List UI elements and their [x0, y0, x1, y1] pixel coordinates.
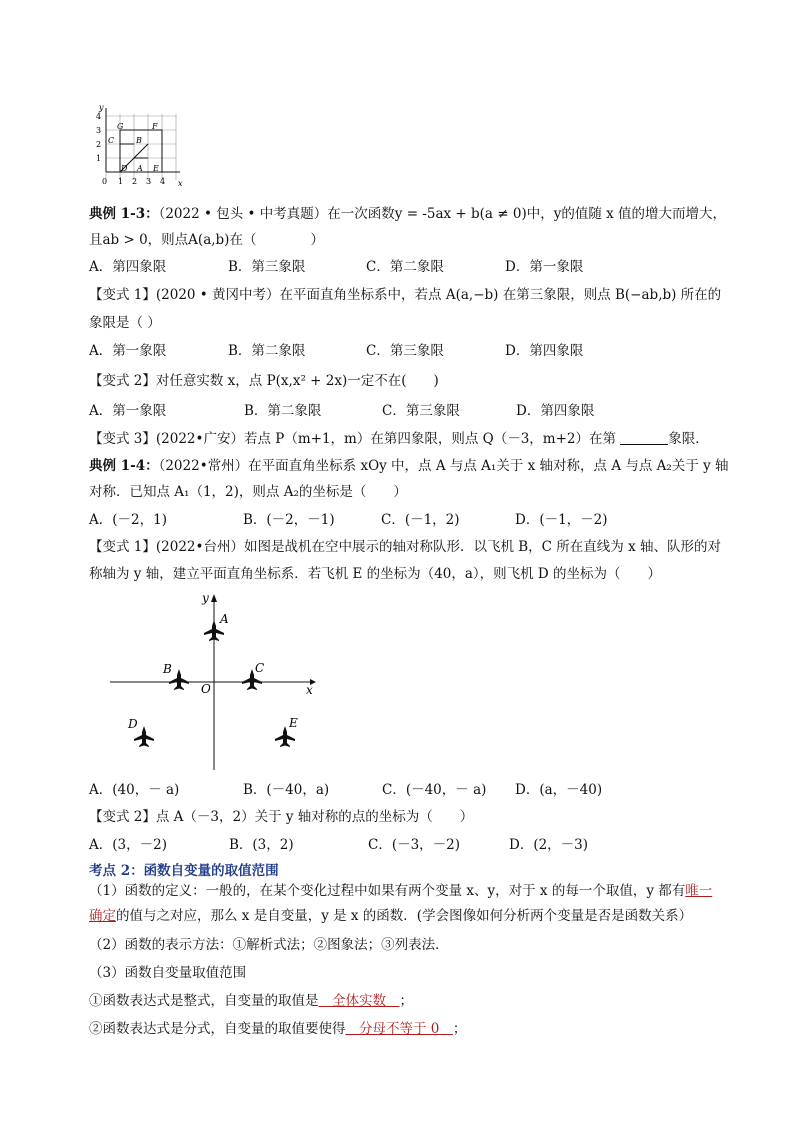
plane-formation-figure [100, 590, 330, 775]
ex14-text1: （2022•常州）在平面直角坐标系 xOy 中，点 A 与点 A₁关于 x 轴对称，点 A 与点 A₂关于 y 轴 [158, 458, 729, 474]
grid-point-label: E [153, 164, 159, 173]
kd2-rule2 [89, 1020, 466, 1038]
v1-option-a: A．第一象限 [89, 343, 167, 359]
kd2-r2-fill: 分母不等于 0 [345, 1021, 453, 1037]
grid-y-tick: 4 [96, 112, 102, 121]
v14-1-text2: 称轴为 y 轴，建立平面直角坐标系．若飞机 E 的坐标为（40，a），则飞机 D 的坐标为（ ） [89, 566, 662, 582]
kd2-r2-b: ； [452, 1021, 467, 1037]
ex13-line1 [89, 205, 726, 223]
v3-text-after: 象限． [668, 431, 709, 447]
grid-x-tick: 4 [160, 177, 166, 186]
kd2-p3: （3）函数自变量取值范围 [89, 965, 247, 981]
v14-2-option-d: D．(2，－3) [509, 837, 589, 853]
v3-line [89, 430, 709, 448]
ex13-label: 典例 1-3： [89, 206, 159, 222]
grid-point-label: C [108, 136, 115, 145]
kd2-rule1 [89, 992, 413, 1010]
plane-label-c: C [255, 661, 265, 675]
plane-label-d: D [128, 717, 138, 731]
origin-label: O [201, 682, 211, 696]
kd2-p1-red2: 确定 [89, 908, 116, 924]
v2-option-b: B．第二象限 [244, 403, 322, 419]
grid-point-label: D [121, 164, 128, 173]
kd2-p1-line1 [89, 882, 712, 900]
ex13-option-d: D．第一象限 [505, 259, 584, 275]
plane-label-e: E [289, 716, 298, 730]
grid-figure [88, 100, 188, 190]
grid-point-label: F [152, 122, 158, 131]
v14-2-option-c: C．(－3，－2) [368, 837, 461, 853]
kd2-p1-b: 的值与之对应，那么 x 是自变量，y 是 x 的函数．(学会图像如何分析两个变量是否是函数关系） [116, 908, 693, 924]
ex14-line1 [89, 457, 729, 475]
grid-y-label: y [99, 103, 104, 112]
kd2-r2-a: ②函数表达式是分式，自变量的取值要使得 [89, 1021, 346, 1037]
ex13-option-a: A．第四象限 [89, 259, 167, 275]
kd2-p2: （2）函数的表示方法：①解析式法；②图象法；③列表法． [89, 937, 449, 953]
ex14-option-d: D．(－1，－2) [515, 512, 608, 528]
grid-x-label: x [178, 179, 183, 188]
v14-1-option-b: B．(－40，a) [243, 782, 330, 798]
ex14-option-a: A．(－2，1) [89, 512, 167, 528]
v14-1-option-c: C．(－40，－ a) [382, 782, 487, 798]
kd2-r1-b: ； [399, 993, 413, 1009]
v2-option-d: D．第四象限 [516, 403, 595, 419]
v14-1-option-d: D．(a，－40) [515, 782, 603, 798]
ex14-option-c: C．(－1，2) [381, 512, 460, 528]
v14-1-text1: 【变式 1】(2022•台州）如图是战机在空中展示的轴对称队形．以飞机 B，C 所在直线为 x 轴、队形的对 [89, 539, 721, 555]
grid-point-label: B [136, 136, 142, 145]
grid-x-tick: 3 [146, 177, 152, 186]
kd2-p1-line2 [89, 907, 692, 925]
plane-icon-b [169, 669, 189, 690]
plane-label-a: A [220, 612, 229, 626]
v2-text: 【变式 2】对任意实数 x，点 P(x,x² + 2x)一定不在( ) [89, 373, 439, 389]
v1-text1: 【变式 1】(2020 • 黄冈中考）在平面直角坐标系中，若点 A(a,−b) 在第三象限，则点 B(−ab,b) 所在的 [89, 287, 722, 303]
v14-2-option-a: A．(3，－2) [89, 837, 167, 853]
grid-x-tick: 0 [102, 177, 108, 186]
ex13-text2: 且ab > 0，则点A(a,b)在（ ） [89, 232, 324, 248]
grid-point-label: G [117, 122, 124, 131]
kd2-p1-a: （1）函数的定义：一般的，在某个变化过程中如果有两个变量 x、y，对于 x 的每一个取值，y 都有 [89, 883, 686, 899]
v1-option-c: C．第三象限 [366, 343, 444, 359]
v1-option-d: D．第四象限 [505, 343, 584, 359]
v14-2-option-b: B．(3，2) [229, 837, 294, 853]
plane-y-label: y [202, 591, 209, 605]
v2-option-a: A．第一象限 [89, 403, 167, 419]
ex14-text2: 对称．已知点 A₁（1，2)，则点 A₂的坐标是（ ） [89, 484, 407, 500]
grid-y-tick: 1 [96, 154, 102, 163]
v3-text-before: 【变式 3】(2022•广安）若点 P（m+1，m）在第四象限，则点 Q（－3，m+2）在第 [89, 431, 616, 447]
kd2-r1-fill: 全体实数 [318, 993, 400, 1009]
grid-y-tick: 3 [96, 126, 102, 135]
ex13-text1: （2022 • 包头 • 中考真题）在一次函数y = -5ax + b(a ≠ 0)中，y的值随 x 值的增大而增大， [158, 206, 727, 222]
ex13-option-b: B．第三象限 [228, 259, 306, 275]
v14-2-text: 【变式 2】点 A（－3，2）关于 y 轴对称的点的坐标为（ ） [89, 809, 474, 825]
ex14-option-b: B．(－2，－1) [243, 512, 335, 528]
ex13-option-c: C．第二象限 [366, 259, 444, 275]
plane-x-label: x [306, 683, 313, 697]
ex14-label: 典例 1-4： [89, 458, 159, 474]
v14-1-option-a: A．(40，－ a) [89, 782, 180, 798]
plane-label-b: B [163, 662, 172, 676]
v1-option-b: B．第二象限 [228, 343, 306, 359]
v2-option-c: C．第三象限 [382, 403, 460, 419]
grid-x-tick: 2 [132, 177, 138, 186]
v3-answer-blank [620, 432, 668, 445]
kd2-r1-a: ①函数表达式是整式，自变量的取值是 [89, 993, 319, 1009]
grid-x-tick: 1 [118, 177, 124, 186]
grid-y-tick: 2 [96, 140, 102, 149]
v1-text2: 象限是（ ） [89, 315, 161, 331]
section-title: 考点 2：函数自变量的取值范围 [89, 863, 279, 879]
kd2-p1-red1: 唯一 [685, 883, 713, 899]
grid-point-label: A [137, 164, 143, 173]
